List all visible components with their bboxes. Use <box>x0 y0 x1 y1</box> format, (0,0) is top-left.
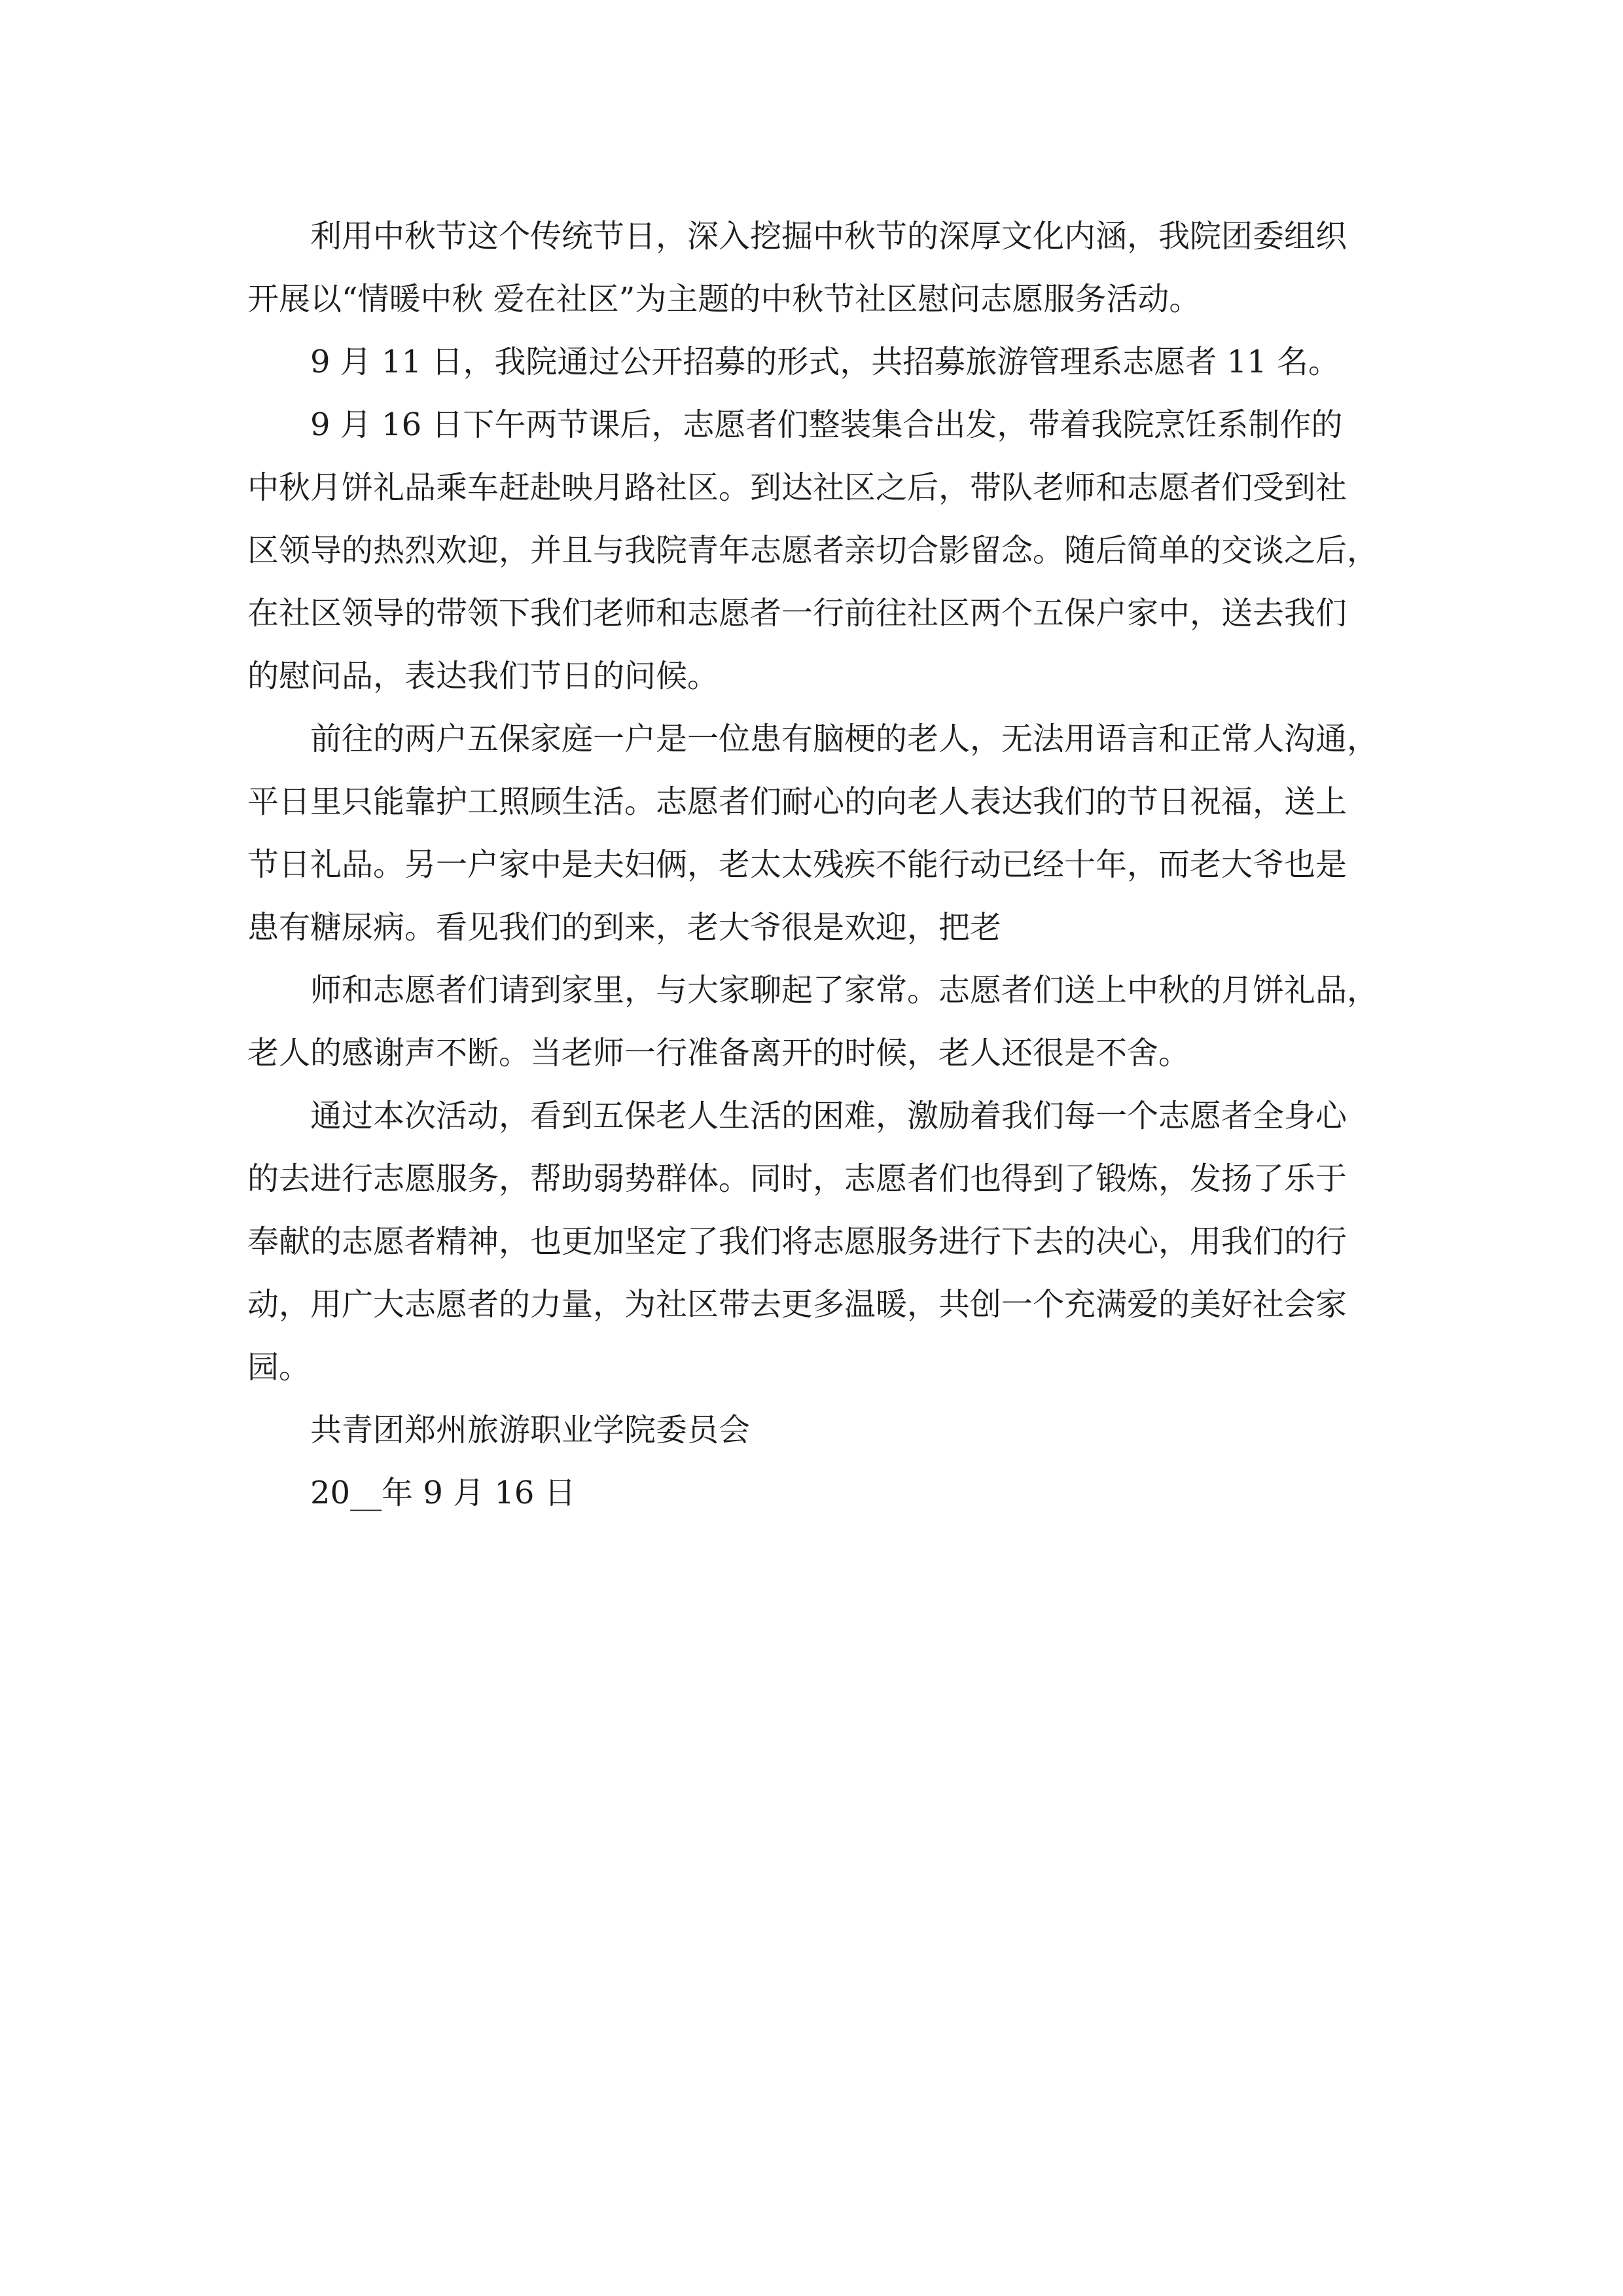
text-line: 患有糖尿病。看见我们的到来，老大爷很是欢迎，把老 <box>247 909 1002 946</box>
text-line: 9 月 11 日，我院通过公开招募的形式，共招募旅游管理系志愿者 11 名。 <box>310 344 1340 380</box>
text-line: 师和志愿者们请到家里，与大家聊起了家常。志愿者们送上中秋的月饼礼品， <box>310 972 1379 1009</box>
paragraph-departure <box>247 393 1422 708</box>
text-line: 平日里只能靠护工照顾生活。志愿者们耐心的向老人表达我们的节日祝福，送上 <box>247 783 1347 820</box>
text-line: 9 月 16 日下午两节课后，志愿者们整装集合出发，带着我院烹饪系制作的 <box>310 406 1343 443</box>
signature-organization <box>247 1399 1422 1462</box>
text-line: 共青团郑州旅游职业学院委员会 <box>310 1412 751 1448</box>
text-line: 通过本次活动，看到五保老人生活的困难，激励着我们每一个志愿者全身心 <box>310 1098 1347 1134</box>
paragraph-intro <box>247 205 1422 331</box>
text-line: 在社区领导的带领下我们老师和志愿者一行前往社区两个五保户家中，送去我们 <box>247 595 1347 632</box>
signature-date <box>247 1462 1422 1524</box>
text-line: 区领导的热烈欢迎，并且与我院青年志愿者亲切合影留念。随后简单的交谈之后， <box>247 532 1379 569</box>
text-line: 开展以“情暖中秋 爱在社区”为主题的中秋节社区慰问志愿服务活动。 <box>247 281 1201 317</box>
text-line: 老人的感谢声不断。当老师一行准备离开的时候，老人还很是不舍。 <box>247 1035 1190 1071</box>
text-line: 的慰问品，表达我们节日的问候。 <box>247 658 719 694</box>
text-line: 动，用广大志愿者的力量，为社区带去更多温暖，共创一个充满爱的美好社会家 <box>247 1286 1347 1323</box>
text-line: 中秋月饼礼品乘车赶赴映月路社区。到达社区之后，带队老师和志愿者们受到社 <box>247 469 1347 506</box>
paragraph-visit <box>247 959 1422 1085</box>
document-body <box>247 205 1422 1524</box>
text-line: 前往的两户五保家庭一户是一位患有脑梗的老人，无法用语言和正常人沟通， <box>310 721 1379 757</box>
text-line: 园。 <box>247 1349 311 1386</box>
text-line: 节日礼品。另一户家中是夫妇俩，老太太残疾不能行动已经十年，而老大爷也是 <box>247 846 1347 883</box>
text-line: 利用中秋节这个传统节日，深入挖掘中秋节的深厚文化内涵，我院团委组织 <box>310 218 1347 255</box>
text-line: 奉献的志愿者精神，也更加坚定了我们将志愿服务进行下去的决心，用我们的行 <box>247 1223 1347 1260</box>
paragraph-recruitment <box>247 331 1422 393</box>
text-line: 的去进行志愿服务，帮助弱势群体。同时，志愿者们也得到了锻炼，发扬了乐于 <box>247 1160 1347 1197</box>
paragraph-conclusion <box>247 1085 1422 1399</box>
paragraph-households <box>247 708 1422 959</box>
text-line: 20__年 9 月 16 日 <box>310 1475 576 1511</box>
